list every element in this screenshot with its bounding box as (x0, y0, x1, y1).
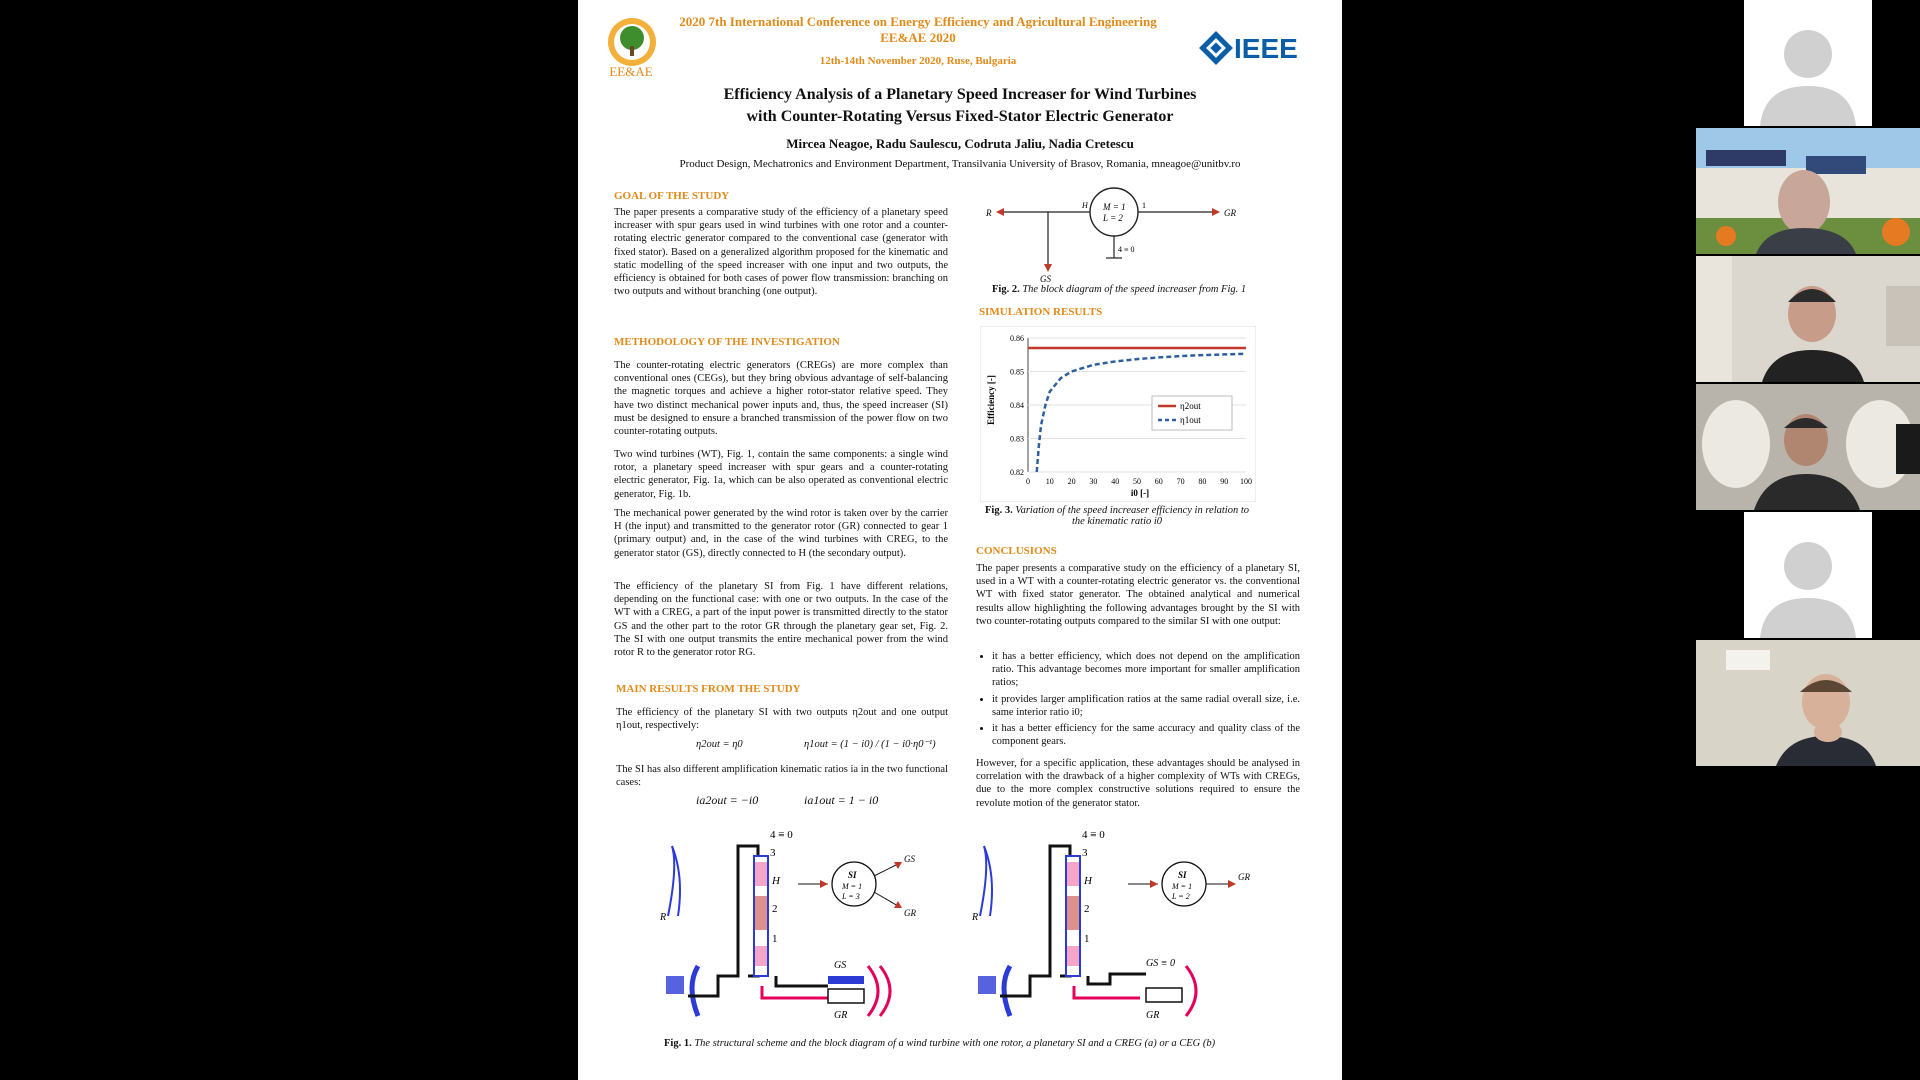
fig1a-block-m: M = 1 (842, 882, 863, 891)
results-heading: MAIN RESULTS FROM THE STUDY (616, 683, 801, 695)
y-tick-label: 0.84 (1010, 401, 1024, 410)
fig1a-1: 1 (772, 933, 778, 945)
conclusion-bullet: • it provides larger amplification ratios at the same radial overall size, i.e. same interior ratio i0; (992, 693, 1300, 719)
fig1b-3: 3 (1082, 847, 1088, 859)
chart-xlabel: i0 [-] (1130, 488, 1150, 498)
poster-title: Efficiency Analysis of a Planetary Speed Increaser for Wind Turbines with Counter-Rotating Versus Fixed-Stator Electric Generator (723, 86, 1197, 125)
chart-ylabel: Efficiency [-] (986, 375, 996, 425)
legend-label-eta2out: η2out (1180, 401, 1201, 411)
fig1-caption: Fig. 1. The structural scheme and the block diagram of a wind turbine with one rotor, a planetary SI and a CREG (a) or a CEG (b) (664, 1038, 1216, 1049)
methodology-p1: The counter-rotating electric generators (CREGs) are more complex than conventional ones (CEGs), but they bring obvious advantage of self-balancing the magnetic torques and achieve a higher rotor-stator relative speed. They have two distinct mechanical power inputs and, thus, the speed increaser (SI) must be designed to ensure a branched transmission of the power flow on two counter-rotating outputs. (614, 360, 948, 438)
y-tick-label: 0.82 (1010, 468, 1024, 477)
fig2-H: H (1082, 201, 1088, 210)
x-tick-label: 60 (1154, 477, 1163, 486)
fig1b-GS: GS ≡ 0 (1146, 958, 1175, 969)
conference-title: 2020 7th International Conference on Energy Efficiency and Agricultural Engineering EE&AE 2020 (679, 14, 1157, 45)
fig1a-GR: GR (834, 1010, 848, 1021)
conclusion-bullet: • it has a better efficiency for the same accuracy and quality class of the component gears. (992, 722, 1300, 748)
logo-text: EE&AE (609, 64, 653, 79)
fig1b-block (1128, 850, 1268, 920)
fig2-caption: Fig. 2. The block diagram of the speed increaser from Fig. 1 (992, 284, 1247, 295)
results-p2: The SI has also different amplification kinematic ratios ia in the two functional cases: (616, 764, 948, 789)
fig1a-R: R (660, 912, 667, 923)
participant-tile[interactable] (1696, 384, 1920, 510)
x-tick-label: 40 (1111, 477, 1120, 486)
participant-video (1696, 128, 1920, 254)
participant-tile[interactable] (1696, 128, 1920, 254)
methodology-p4: The efficiency of the planetary SI from Fig. 1 have different relations, depending on the functional case: with one or two outputs. In the case of the WT with a CREG, a part of the input power is transmitted directly to the stator GS and the other part to the rotor GR through the planetary gear set, Fig. 2. The SI with one output transmits the entire mechanical power from the wind rotor R to the generator rotor RG. (614, 581, 948, 659)
conclusions-intro: The paper presents a comparative study on the efficiency of a planetary SI, used in a WT with a counter-rotating electric generator vs. the conventional WT with fixed stator generator. The obtained analytical and numerical results allow highlighting the following advantages brought by the SI with two counter-rotating outputs compared to the similar SI with one output: (976, 563, 1300, 627)
participant-video (1696, 384, 1920, 510)
fig1a-block-l: L = 3 (842, 892, 860, 901)
fig1b-1: 1 (1084, 933, 1090, 945)
fig1b-GR: GR (1146, 1010, 1160, 1021)
ieee-logo (1198, 30, 1318, 66)
eq-ia2out: ia2out = −i0 (696, 793, 759, 807)
fig3-efficiency-chart (980, 326, 1256, 502)
x-tick-label: 70 (1176, 477, 1185, 486)
fig1a-block (798, 850, 938, 920)
y-tick-label: 0.83 (1010, 434, 1024, 444)
participant-tile[interactable] (1696, 512, 1920, 638)
conclusions-outro: However, for a specific application, these advantages should be analysed in correlation with the drawback of a higher complexity of WTs with CREGs, due to the more complex constructive solutions required to ensure the revolute motion of the generator stator. (976, 758, 1300, 809)
fig1b-H: H (1084, 875, 1092, 887)
affiliation: Product Design, Mechatronics and Environment Department, Transilvania University of Brasov, Romania, mneagoe@unitbv.ro (679, 158, 1241, 170)
x-tick-label: 20 (1067, 477, 1076, 486)
fig1a-block-title: SI (848, 870, 857, 880)
eq-eta2out: η2out = η0 (696, 739, 743, 750)
x-tick-label: 80 (1198, 477, 1207, 486)
x-tick-label: 30 (1089, 477, 1098, 486)
fig1a-block-GR: GR (904, 908, 916, 918)
fig2-block-diagram (982, 186, 1252, 282)
conference-date: 12th-14th November 2020, Ruse, Bulgaria (819, 55, 1017, 67)
legend-label-eta1out: η1out (1180, 415, 1201, 425)
conclusions-heading: CONCLUSIONS (976, 545, 1057, 557)
conclusion-bullet: • it has a better efficiency, which does not depend on the amplification ratio. This advantage becomes more important for smaller amplification ratios; (992, 650, 1300, 690)
fig2-ground: 4 ≡ 0 (1118, 245, 1135, 254)
fig1a-2: 2 (772, 903, 778, 915)
simulation-heading: SIMULATION RESULTS (979, 306, 1103, 318)
fig2-R: R (986, 208, 992, 218)
methodology-p3: The mechanical power generated by the wind rotor is taken over by the carrier H (the input) and transmitted to the generator rotor (GR) connected to gear 1 (primary output) and, in the case of the wind turbines with CREG, to the generator stator (GS), directly connected to H (the secondary output). (614, 508, 948, 559)
shared-poster (578, 0, 1342, 1080)
fig1a-H: H (772, 875, 780, 887)
methodology-p2: Two wind turbines (WT), Fig. 1, contain the same components: a single wind rotor, a planetary speed increaser with spur gears and a counter-rotating electric generator, Fig. 1a, which can be also operated as conventional electric generator, Fig. 1b. (614, 449, 948, 500)
fig1b-block-l: L = 2 (1172, 892, 1190, 901)
fig2-block-l: L = 2 (1103, 213, 1123, 223)
ieee-text: IEEE (1234, 33, 1298, 64)
fig2-GR: GR (1224, 208, 1236, 218)
goal-heading: GOAL OF THE STUDY (614, 190, 730, 202)
x-tick-label: 50 (1133, 477, 1141, 486)
fig1a-GS: GS (834, 960, 847, 971)
participant-tile[interactable] (1696, 640, 1920, 766)
fig1b-ground: 4 ≡ 0 (1082, 829, 1105, 841)
fig2-one: 1 (1142, 201, 1146, 210)
y-tick-label: 0.86 (1010, 334, 1024, 343)
conclusions-bullets (976, 650, 1300, 751)
chart-legend (1152, 396, 1232, 430)
fig2-GS: GS (1040, 274, 1051, 282)
fig1a-block-GS: GS (904, 854, 915, 864)
placeholder-bg (1744, 512, 1872, 638)
x-tick-label: 10 (1045, 477, 1054, 486)
fig1b-block-m: M = 1 (1172, 882, 1193, 891)
methodology-heading: METHODOLOGY OF THE INVESTIGATION (614, 336, 840, 348)
fig2-block-m: M = 1 (1103, 202, 1126, 212)
x-tick-label: 100 (1240, 477, 1252, 486)
user-avatar-icon (1744, 0, 1872, 126)
fig1a-ground: 4 ≡ 0 (770, 829, 793, 841)
goal-text: The paper presents a comparative study of the efficiency of a planetary speed increaser with spur gears used in wind turbines with one rotor and a counter-rotating electric generator compared to the conventional case (generator with fixed stator). Based on a generalized algorithm proposed for the kinematic and static modelling of the speed increaser with one input and two outputs, the efficiency is obtained for both cases of power flow transmission: branching on two outputs and without branching (one output). (614, 207, 948, 298)
x-tick-label: 90 (1220, 477, 1229, 486)
participant-video (1696, 256, 1920, 382)
fig1a-3: 3 (770, 847, 776, 859)
user-avatar-icon (1744, 512, 1872, 638)
fig1b-block-GR: GR (1238, 872, 1250, 882)
fig3-caption: Fig. 3. Variation of the speed increaser efficiency in relation to the kinematic ratio i0 (984, 505, 1249, 527)
participant-video (1696, 640, 1920, 766)
fig1b-2: 2 (1084, 903, 1090, 915)
results-p1: The efficiency of the planetary SI with two outputs η2out and one output η1out, respectively: (616, 707, 948, 732)
fig1b-R: R (972, 912, 979, 923)
placeholder-bg (1744, 0, 1872, 126)
authors: Mircea Neagoe, Radu Saulescu, Codruta Jaliu, Nadia Cretescu (786, 136, 1134, 151)
y-tick-label: 0.85 (1010, 367, 1024, 377)
fig1b-block-title: SI (1178, 870, 1187, 880)
eq-ia1out: ia1out = 1 − i0 (804, 793, 879, 807)
participant-tile[interactable] (1696, 256, 1920, 382)
x-tick-label: 0 (1026, 477, 1030, 486)
participant-tile[interactable] (1696, 0, 1920, 126)
eq-eta1out: η1out = (1 − i0) / (1 − i0·η0⁻¹) (804, 739, 936, 750)
